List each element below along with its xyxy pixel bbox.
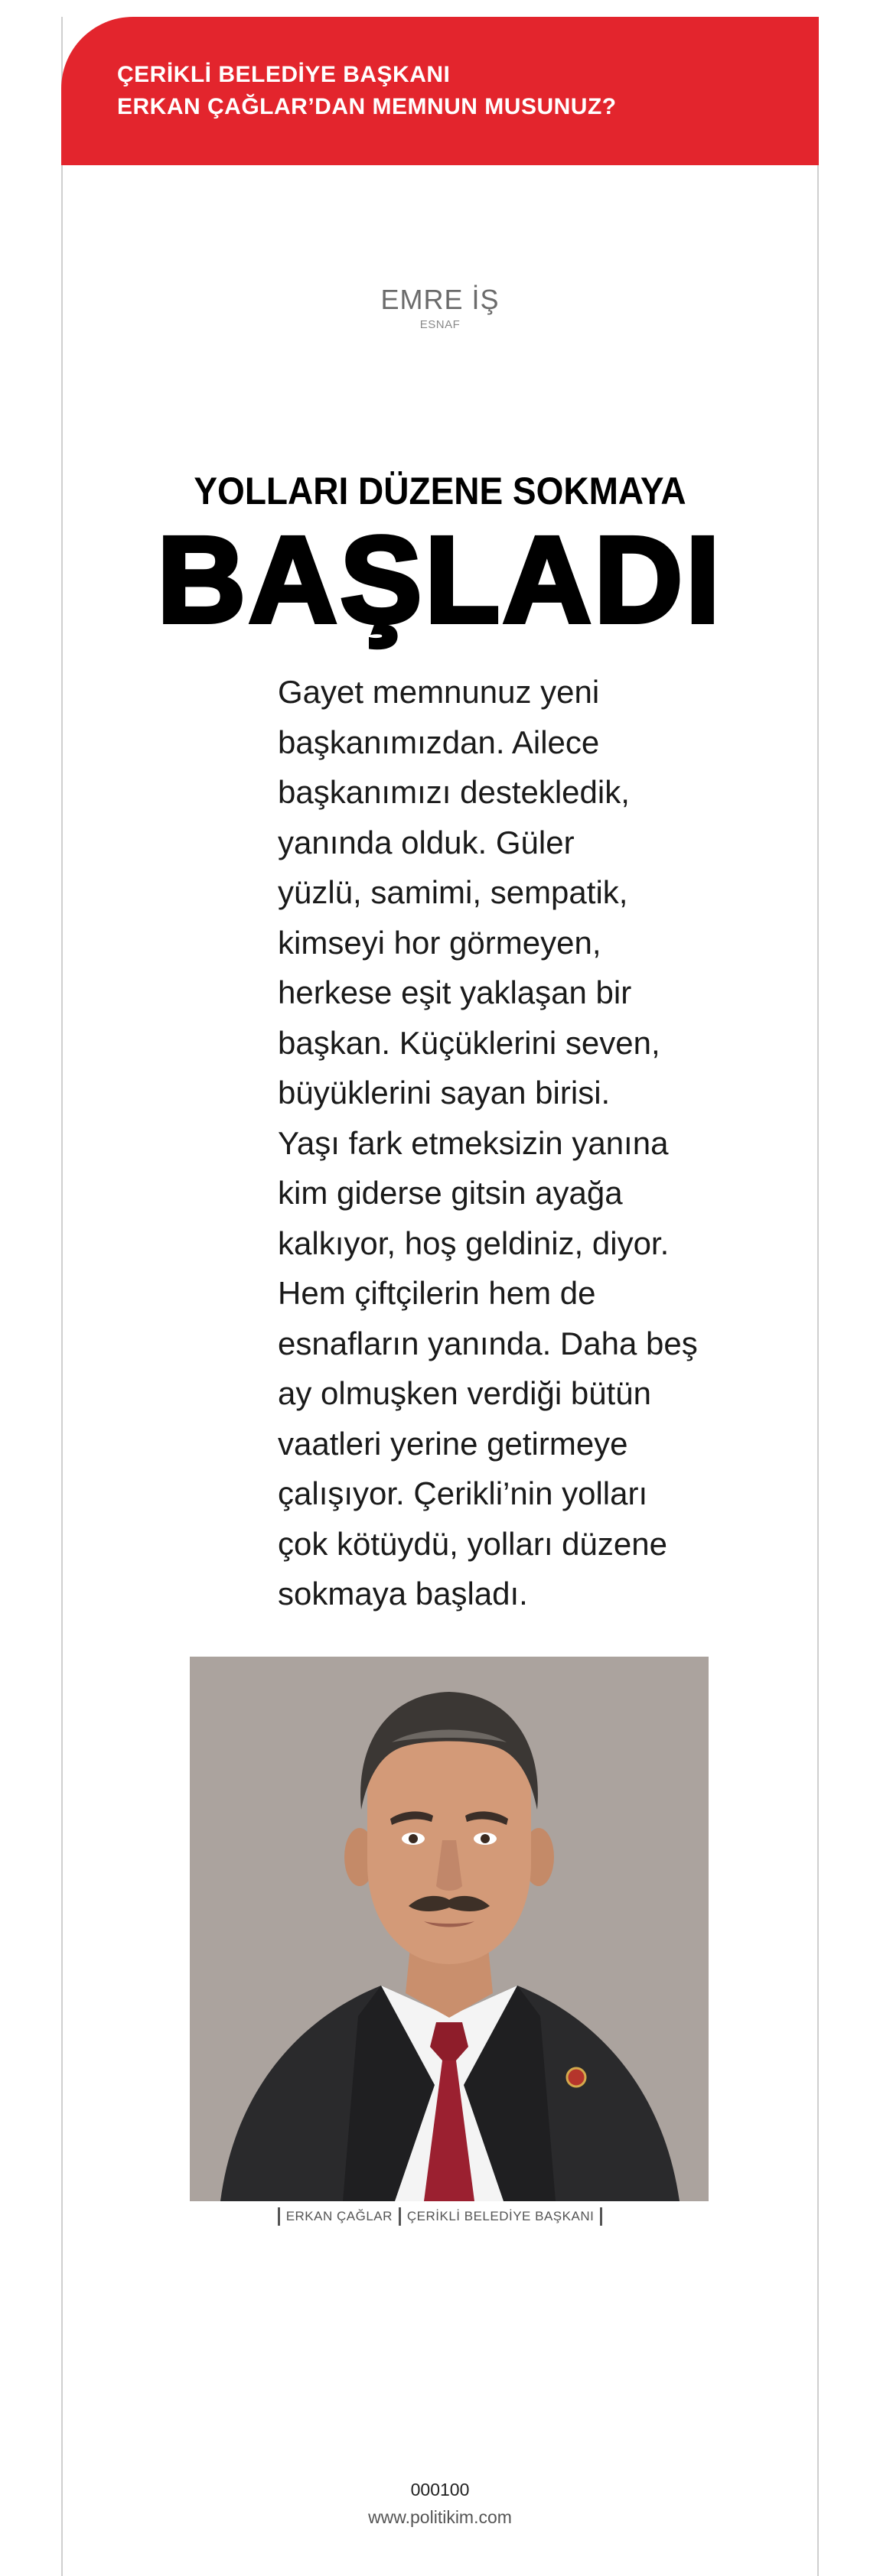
footer-page-number: 000100 [410, 2480, 470, 2500]
body-line: kalkıyor, hoş geldiniz, diyor. [278, 1225, 670, 1261]
body-line: Yaşı fark etmeksizin yanına [278, 1124, 669, 1161]
body-line: büyüklerini sayan birisi. [278, 1075, 611, 1111]
caption-title: ÇERİKLİ BELEDİYE BAŞKANI [406, 2209, 595, 2223]
headline-kicker: YOLLARI DÜZENE SOKMAYA [194, 470, 686, 512]
portrait-photo [190, 1657, 709, 2201]
header-title-line-1: ÇERİKLİ BELEDİYE BAŞKANI [117, 62, 451, 87]
caption-name: ERKAN ÇAĞLAR [285, 2209, 393, 2223]
author-role: ESNAF [419, 318, 461, 331]
body-line: çok kötüydü, yolları düzene [278, 1525, 667, 1562]
photo-caption [0, 2207, 880, 2226]
body-line: Hem çiftçilerin hem de [278, 1275, 596, 1311]
caption-divider [600, 2207, 602, 2226]
body-line: başkanımızı destekledik, [278, 774, 630, 810]
body-line: başkanımızdan. Ailece [278, 724, 600, 760]
article-body [278, 667, 706, 1619]
body-line: yüzlü, samimi, sempatik, [278, 874, 628, 910]
caption-divider [278, 2207, 280, 2226]
body-line: başkan. Küçüklerini seven, [278, 1024, 660, 1061]
body-line: ay olmuşken verdiği bütün [278, 1375, 651, 1411]
body-line: sokmaya başladı. [278, 1576, 528, 1612]
body-line: yanında olduk. Güler [278, 824, 575, 860]
body-line: herkese eşit yaklaşan bir [278, 974, 632, 1010]
header-title-line-2: ERKAN ÇAĞLAR’DAN MEMNUN MUSUNUZ? [117, 94, 617, 119]
byline [0, 285, 880, 331]
headline-main: BAŞLADI [157, 511, 723, 648]
body-line: kimseyi hor görmeyen, [278, 924, 601, 961]
body-line: Gayet memnunuz yeni [278, 674, 600, 710]
body-line: kim giderse gitsin ayağa [278, 1175, 623, 1211]
caption-divider [399, 2207, 401, 2226]
portrait-illustration [190, 1657, 709, 2201]
body-line: vaatleri yerine getirmeye [278, 1425, 628, 1462]
body-line: esnafların yanında. Daha beş [278, 1325, 698, 1361]
header-banner [61, 17, 819, 165]
body-line: çalışıyor. Çerikli’nin yolları [278, 1475, 648, 1511]
footer-url: www.politikim.com [368, 2507, 512, 2527]
author-name: EMRE İŞ [380, 284, 500, 315]
